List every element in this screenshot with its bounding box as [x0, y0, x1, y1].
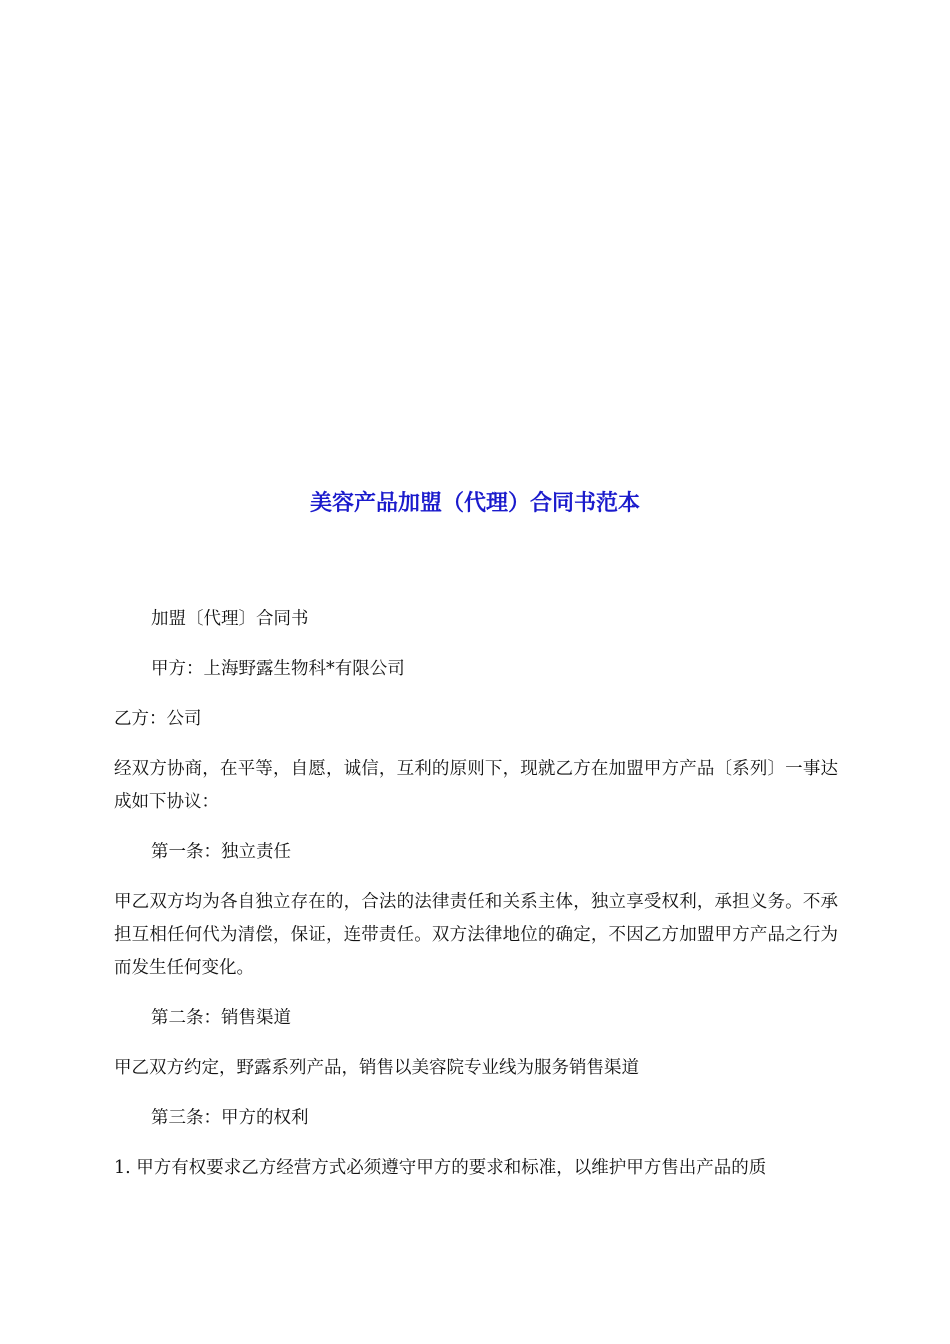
article-1-text: 甲乙双方均为各自独立存在的，合法的法律责任和关系主体，独立享受权利，承担义务。不承担互相任何代为清偿，保证，连带责任。双方法律地位的确定，不因乙方加盟甲方产品之行为而发生任何变化。 — [114, 892, 838, 978]
preamble-paragraph: 经双方协商，在平等，自愿，诚信，互利的原则下，现就乙方在加盟甲方产品〔系列〕一事达成如下协议： — [114, 759, 838, 812]
article-1-heading: 第一条：独立责任 — [151, 842, 291, 862]
document-title: 美容产品加盟（代理）合同书范本 — [309, 490, 640, 516]
document-body — [114, 603, 838, 1202]
contract-heading: 加盟〔代理〕合同书 — [151, 609, 309, 629]
article-2-heading: 第二条：销售渠道 — [151, 1008, 291, 1028]
article-3-item-1: 1. 甲方有权要求乙方经营方式必须遵守甲方的要求和标准，以维护甲方售出产品的质 — [114, 1158, 767, 1178]
party-a-line: 甲方：上海野露生物科*有限公司 — [151, 659, 405, 679]
party-b-line: 乙方：公司 — [114, 709, 202, 729]
article-2-text: 甲乙双方约定，野露系列产品，销售以美容院专业线为服务销售渠道 — [114, 1058, 639, 1078]
article-3-heading: 第三条：甲方的权利 — [151, 1108, 309, 1128]
